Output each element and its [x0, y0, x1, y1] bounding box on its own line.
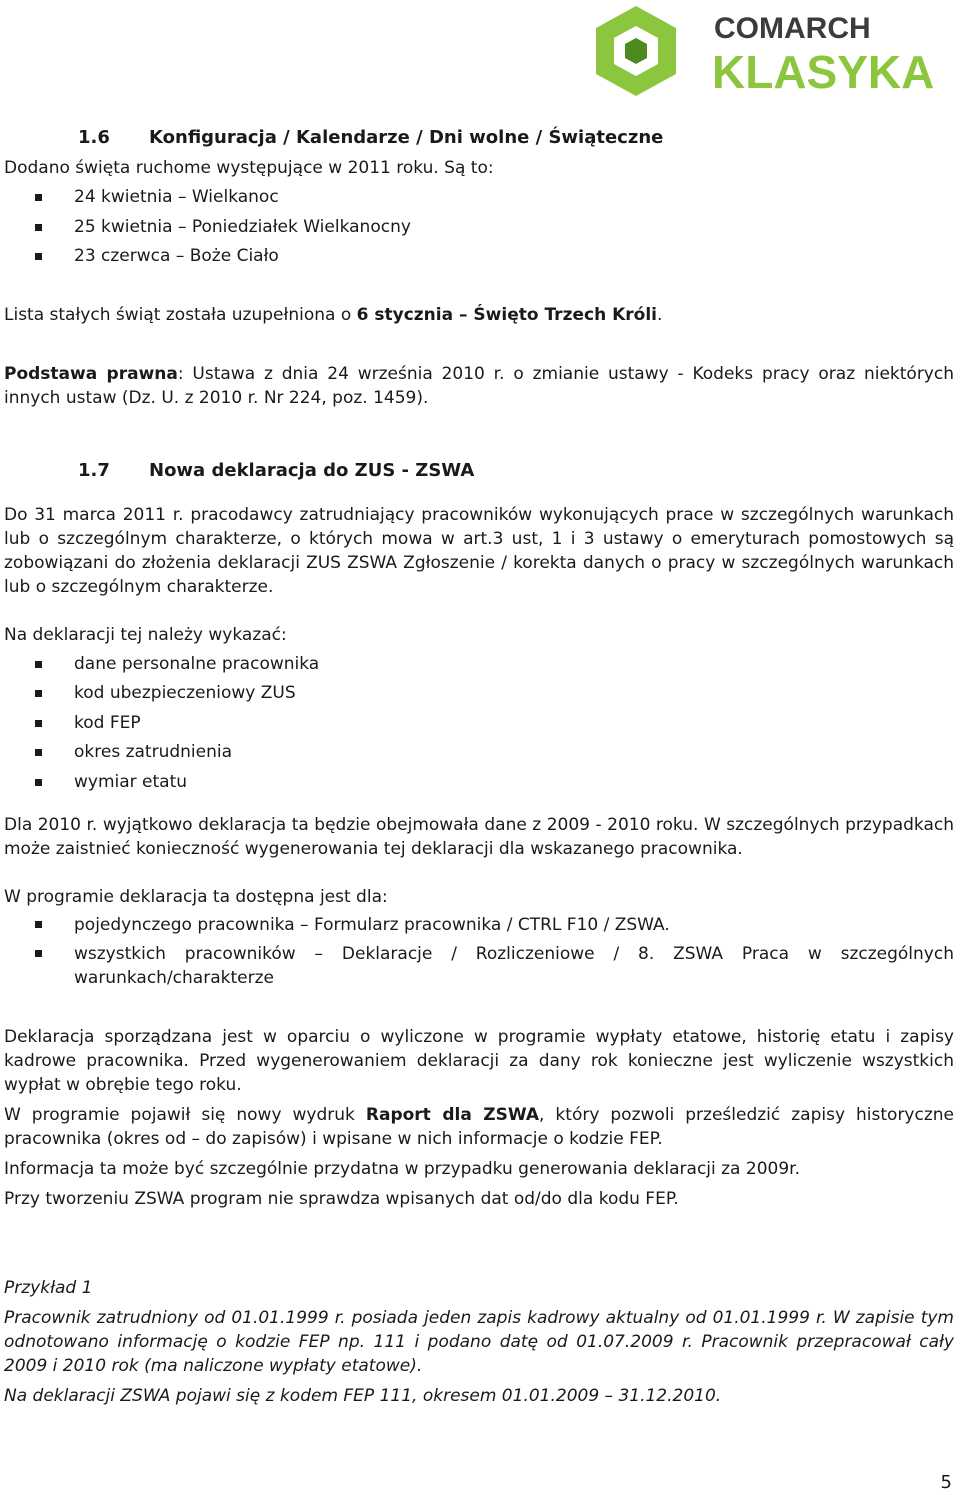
text-run: .	[656, 304, 663, 325]
text-run: , który pozwoli prześledzić zapisy historyczne pracownika (okres od – do zapisów) i wpisane w nich informacje o kodzie FEP.	[4, 1105, 954, 1149]
document-body	[4, 126, 954, 1408]
paragraph: W programie deklaracja ta dostępna jest dla:	[4, 887, 388, 907]
list-item: 25 kwietnia – Poniedziałek Wielkanocny	[4, 213, 954, 243]
text-run: : Ustawa z dnia 24 września 2010 r. o zmianie ustawy - Kodeks pracy oraz niektórych innych ustaw (Dz. U. z 2010 r. Nr 224, poz. 1459).	[4, 363, 954, 408]
list-item: pojedynczego pracownika – Formularz pracownika / CTRL F10 / ZSWA.	[4, 913, 954, 942]
paragraph: Dodano święta ruchome występujące w 2011 roku. Są to:	[4, 158, 494, 178]
text-run: W programie pojawił się nowy wydruk	[4, 1105, 366, 1125]
paragraph	[4, 1103, 954, 1151]
text-run: Lista stałych świąt została uzupełniona o	[4, 304, 357, 325]
list-item: kod ubezpieczeniowy ZUS	[4, 679, 954, 709]
paragraph	[4, 303, 954, 327]
section-number: 1.6	[78, 127, 110, 148]
paragraph: Przy tworzeniu ZSWA program nie sprawdza wpisanych dat od/do dla kodu FEP.	[4, 1189, 679, 1209]
page-number: 5	[940, 1472, 952, 1493]
example-paragraph: Na deklaracji ZSWA pojawi się z kodem FEP 111, okresem 01.01.2009 – 31.12.2010.	[4, 1386, 722, 1406]
list-item: okres zatrudnienia	[4, 738, 954, 768]
holiday-list	[4, 183, 954, 272]
section-number: 1.7	[78, 459, 110, 481]
section-title: Konfiguracja / Kalendarze / Dni wolne / Świąteczne	[149, 127, 664, 148]
list-item: wszystkich pracowników – Deklaracje / Rozliczeniowe / 8. ZSWA Praca w szczególnych warunkach/charakterze	[4, 942, 954, 995]
logo-emblem-icon	[596, 6, 676, 96]
paragraph	[4, 362, 954, 410]
example-paragraph: Pracownik zatrudniony od 01.01.1999 r. posiada jeden zapis kadrowy aktualny od 01.01.1999 r. W zapisie tym odnotowano informację o kodzie FEP np. 111 i podano datę od 01.07.2009 r. Pracownik przepracował cały 2009 i 2010 rok (ma naliczone wypłaty etatowe).	[4, 1308, 954, 1376]
example-title: Przykład 1	[4, 1278, 93, 1298]
section-title: Nowa deklaracja do ZUS - ZSWA	[149, 459, 475, 481]
logo-graphic	[584, 4, 934, 100]
paragraph: Dla 2010 r. wyjątkowo deklaracja ta będzie obejmowała dane z 2009 - 2010 roku. W szczególnych przypadkach może zaistnieć konieczność wygenerowania tej deklaracji dla wskazanego pracownika.	[4, 815, 954, 859]
list-item: wymiar etatu	[4, 768, 954, 798]
logo-line1: COMARCH	[714, 12, 871, 45]
bold-run: 6 stycznia – Święto Trzech Króli	[356, 304, 657, 325]
section-heading	[4, 459, 954, 483]
comarch-klasyka-logo	[584, 4, 934, 100]
bold-run: Podstawa prawna	[4, 363, 178, 384]
paragraph: Do 31 marca 2011 r. pracodawcy zatrudniający pracowników wykonujących prace w szczególnych warunkach lub o szczególnym charakterze, o których mowa w art.3 ust, 1 i 3 ustawy o emeryturach pomostowych są zobowiązani do złożenia deklaracji ZUS ZSWA Zgłoszenie / korekta danych o pracy w szczególnych warunkach lub o szczególnym charakterze.	[4, 504, 954, 597]
list-item: 23 czerwca – Boże Ciało	[4, 242, 954, 272]
declaration-items-list	[4, 650, 954, 798]
bold-run: Raport dla ZSWA	[365, 1105, 540, 1125]
section-heading	[4, 126, 954, 150]
access-list	[4, 913, 954, 995]
list-item: 24 kwietnia – Wielkanoc	[4, 183, 954, 213]
list-item: dane personalne pracownika	[4, 650, 954, 680]
paragraph: Na deklaracji tej należy wykazać:	[4, 624, 287, 645]
paragraph: Deklaracja sporządzana jest w oparciu o wyliczone w programie wypłaty etatowe, historię etatu i zapisy kadrowe pracownika. Przed wygenerowaniem deklaracji za dany rok konieczne jest wyliczenie wszystkich wypłat w obrębie tego roku.	[4, 1027, 954, 1095]
logo-line2: KLASYKA	[712, 46, 934, 98]
paragraph: Informacja ta może być szczególnie przydatna w przypadku generowania deklaracji za 2009r.	[4, 1159, 800, 1179]
list-item: kod FEP	[4, 709, 954, 739]
